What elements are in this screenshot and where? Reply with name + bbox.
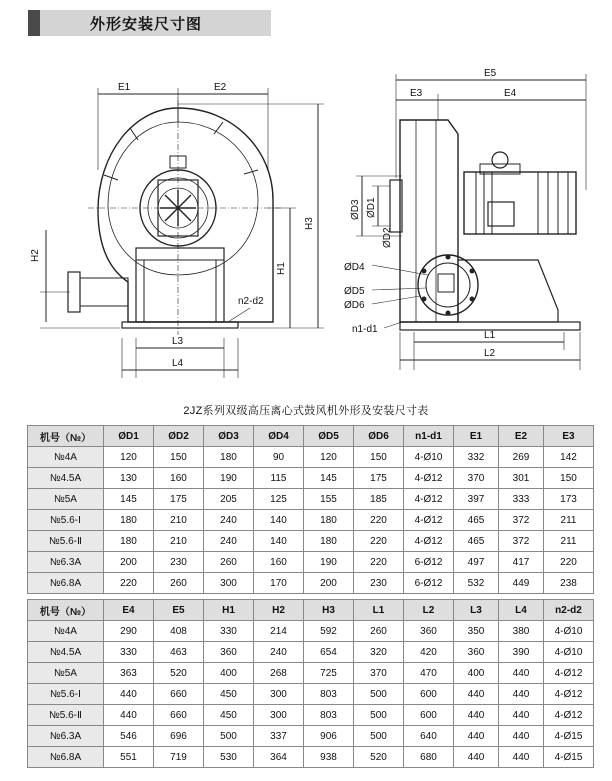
value-cell: 332: [454, 447, 499, 468]
value-cell: 719: [154, 747, 204, 768]
value-cell: 240: [204, 510, 254, 531]
value-cell: 150: [354, 447, 404, 468]
label-l3: L3: [172, 336, 184, 347]
dimension-table-2: [27, 599, 594, 768]
model-cell: №4.5A: [28, 468, 104, 489]
value-cell: 372: [499, 510, 544, 531]
value-cell: 210: [154, 510, 204, 531]
value-cell: 140: [254, 510, 304, 531]
value-cell: 450: [204, 684, 254, 705]
table-row: [28, 468, 594, 489]
label-d3: ØD3: [350, 199, 361, 220]
header-cell: ØD3: [204, 426, 254, 447]
value-cell: 440: [454, 705, 499, 726]
model-cell: №6.8A: [28, 747, 104, 768]
drawing-svg: [18, 60, 598, 380]
label-l4: L4: [172, 358, 184, 369]
header-cell: ØD2: [154, 426, 204, 447]
value-cell: 530: [204, 747, 254, 768]
value-cell: 363: [104, 663, 154, 684]
value-cell: 120: [104, 447, 154, 468]
value-cell: 546: [104, 726, 154, 747]
value-cell: 440: [454, 684, 499, 705]
table-row: [28, 510, 594, 531]
value-cell: 220: [354, 510, 404, 531]
label-e3: E3: [410, 88, 423, 99]
table-row: [28, 642, 594, 663]
value-cell: 220: [104, 573, 154, 594]
table-header-row: [28, 426, 594, 447]
value-cell: 300: [204, 573, 254, 594]
value-cell: 268: [254, 663, 304, 684]
header-cell: L3: [454, 600, 499, 621]
value-cell: 370: [454, 468, 499, 489]
value-cell: 938: [304, 747, 354, 768]
value-cell: 654: [304, 642, 354, 663]
value-cell: 465: [454, 510, 499, 531]
value-cell: 660: [154, 705, 204, 726]
section-header: [28, 10, 271, 36]
model-cell: №6.3A: [28, 552, 104, 573]
header-cell: L1: [354, 600, 404, 621]
value-cell: 190: [304, 552, 354, 573]
header-cell: L2: [404, 600, 454, 621]
value-cell: 6-Ø12: [404, 552, 454, 573]
label-d4: ØD4: [344, 262, 365, 273]
label-d5: ØD5: [344, 286, 365, 297]
value-cell: 350: [454, 621, 499, 642]
value-cell: 450: [204, 705, 254, 726]
value-cell: 372: [499, 531, 544, 552]
value-cell: 269: [499, 447, 544, 468]
label-d2: ØD2: [382, 227, 393, 248]
value-cell: 640: [404, 726, 454, 747]
value-cell: 160: [254, 552, 304, 573]
value-cell: 175: [354, 468, 404, 489]
value-cell: 600: [404, 705, 454, 726]
value-cell: 115: [254, 468, 304, 489]
value-cell: 440: [499, 726, 544, 747]
value-cell: 220: [354, 552, 404, 573]
label-n1-d1: n1-d1: [352, 324, 378, 335]
header-cell: n2-d2: [544, 600, 594, 621]
label-e5: E5: [484, 68, 497, 79]
label-d6: ØD6: [344, 300, 365, 311]
label-d1: ØD1: [366, 197, 377, 218]
value-cell: 170: [254, 573, 304, 594]
value-cell: 360: [204, 642, 254, 663]
value-cell: 520: [354, 747, 404, 768]
value-cell: 500: [354, 705, 404, 726]
value-cell: 440: [499, 747, 544, 768]
value-cell: 180: [204, 447, 254, 468]
label-h1: H1: [276, 262, 287, 275]
value-cell: 130: [104, 468, 154, 489]
header-cell: H2: [254, 600, 304, 621]
table-row: [28, 726, 594, 747]
header-cell: 机号（№）: [28, 426, 104, 447]
table-row: [28, 489, 594, 510]
value-cell: 210: [154, 531, 204, 552]
fan-base: [136, 248, 224, 322]
value-cell: 300: [254, 684, 304, 705]
value-cell: 145: [304, 468, 354, 489]
value-cell: 497: [454, 552, 499, 573]
value-cell: 408: [154, 621, 204, 642]
model-cell: №4.5A: [28, 642, 104, 663]
table-row: [28, 447, 594, 468]
label-e2: E2: [214, 82, 227, 93]
value-cell: 330: [104, 642, 154, 663]
table-row: [28, 663, 594, 684]
value-cell: 463: [154, 642, 204, 663]
value-cell: 400: [454, 663, 499, 684]
model-cell: №5.6-Ⅰ: [28, 684, 104, 705]
header-cell: ØD6: [354, 426, 404, 447]
value-cell: 500: [354, 684, 404, 705]
value-cell: 142: [544, 447, 594, 468]
value-cell: 417: [499, 552, 544, 573]
table-caption: 2JZ系列双级高压离心式鼓风机外形及安装尺寸表: [183, 405, 429, 417]
value-cell: 180: [104, 510, 154, 531]
value-cell: 592: [304, 621, 354, 642]
outlet-round-flange: [418, 255, 478, 315]
value-cell: 6-Ø12: [404, 573, 454, 594]
value-cell: 220: [544, 552, 594, 573]
value-cell: 4-Ø12: [544, 663, 594, 684]
header-cell: H3: [304, 600, 354, 621]
label-h2: H2: [30, 249, 41, 262]
value-cell: 803: [304, 705, 354, 726]
value-cell: 420: [404, 642, 454, 663]
value-cell: 600: [404, 684, 454, 705]
value-cell: 230: [354, 573, 404, 594]
header-cell: E2: [499, 426, 544, 447]
motor-body: [464, 172, 576, 234]
model-cell: №4A: [28, 447, 104, 468]
label-e1: E1: [118, 82, 131, 93]
value-cell: 360: [454, 642, 499, 663]
value-cell: 400: [204, 663, 254, 684]
value-cell: 551: [104, 747, 154, 768]
value-cell: 4-Ø12: [544, 684, 594, 705]
value-cell: 150: [544, 468, 594, 489]
value-cell: 240: [254, 642, 304, 663]
table-row: [28, 705, 594, 726]
value-cell: 160: [154, 468, 204, 489]
header-cell: E5: [154, 600, 204, 621]
value-cell: 145: [104, 489, 154, 510]
value-cell: 185: [354, 489, 404, 510]
value-cell: 240: [204, 531, 254, 552]
value-cell: 500: [354, 726, 404, 747]
value-cell: 330: [204, 621, 254, 642]
model-cell: №6.3A: [28, 726, 104, 747]
value-cell: 190: [204, 468, 254, 489]
value-cell: 4-Ø12: [404, 489, 454, 510]
value-cell: 260: [154, 573, 204, 594]
value-cell: 300: [254, 705, 304, 726]
value-cell: 211: [544, 510, 594, 531]
value-cell: 440: [499, 663, 544, 684]
label-l2: L2: [484, 348, 496, 359]
value-cell: 449: [499, 573, 544, 594]
value-cell: 440: [104, 684, 154, 705]
value-cell: 200: [304, 573, 354, 594]
header-cell: ØD5: [304, 426, 354, 447]
value-cell: 301: [499, 468, 544, 489]
model-cell: №5A: [28, 663, 104, 684]
table-row: [28, 621, 594, 642]
table-row: [28, 684, 594, 705]
value-cell: 470: [404, 663, 454, 684]
value-cell: 440: [499, 684, 544, 705]
table2-body: [28, 600, 594, 768]
value-cell: 120: [304, 447, 354, 468]
model-cell: №4A: [28, 621, 104, 642]
value-cell: 238: [544, 573, 594, 594]
value-cell: 397: [454, 489, 499, 510]
value-cell: 660: [154, 684, 204, 705]
value-cell: 440: [499, 705, 544, 726]
value-cell: 4-Ø12: [404, 531, 454, 552]
value-cell: 680: [404, 747, 454, 768]
table-row: [28, 531, 594, 552]
value-cell: 532: [454, 573, 499, 594]
value-cell: 370: [354, 663, 404, 684]
page-title: 外形安装尺寸图: [90, 16, 203, 33]
value-cell: 500: [204, 726, 254, 747]
header-cell: 机号（№）: [28, 600, 104, 621]
value-cell: 290: [104, 621, 154, 642]
value-cell: 4-Ø15: [544, 726, 594, 747]
value-cell: 180: [104, 531, 154, 552]
value-cell: 90: [254, 447, 304, 468]
value-cell: 4-Ø10: [544, 621, 594, 642]
value-cell: 440: [454, 747, 499, 768]
header-cell: H1: [204, 600, 254, 621]
value-cell: 200: [104, 552, 154, 573]
value-cell: 696: [154, 726, 204, 747]
value-cell: 440: [104, 705, 154, 726]
model-cell: №5.6-Ⅱ: [28, 705, 104, 726]
value-cell: 260: [354, 621, 404, 642]
table-row: [28, 747, 594, 768]
value-cell: 4-Ø10: [404, 447, 454, 468]
value-cell: 180: [304, 531, 354, 552]
table1-body: [28, 426, 594, 594]
value-cell: 4-Ø15: [544, 747, 594, 768]
value-cell: 337: [254, 726, 304, 747]
value-cell: 173: [544, 489, 594, 510]
value-cell: 333: [499, 489, 544, 510]
value-cell: 175: [154, 489, 204, 510]
header-cell: E1: [454, 426, 499, 447]
header-marker: [28, 10, 40, 36]
value-cell: 380: [499, 621, 544, 642]
header-cell: E4: [104, 600, 154, 621]
value-cell: 520: [154, 663, 204, 684]
table-row: [28, 573, 594, 594]
value-cell: 4-Ø12: [544, 705, 594, 726]
value-cell: 155: [304, 489, 354, 510]
label-e4: E4: [504, 88, 517, 99]
value-cell: 125: [254, 489, 304, 510]
header-cell: E3: [544, 426, 594, 447]
value-cell: 364: [254, 747, 304, 768]
value-cell: 230: [154, 552, 204, 573]
header-cell: ØD1: [104, 426, 154, 447]
installation-drawing: [18, 60, 598, 380]
value-cell: 4-Ø12: [404, 468, 454, 489]
label-n2-d2: n2-d2: [238, 296, 264, 307]
value-cell: 803: [304, 684, 354, 705]
value-cell: 390: [499, 642, 544, 663]
value-cell: 360: [404, 621, 454, 642]
dimension-table-1: [27, 425, 594, 594]
value-cell: 140: [254, 531, 304, 552]
value-cell: 220: [354, 531, 404, 552]
value-cell: 205: [204, 489, 254, 510]
value-cell: 320: [354, 642, 404, 663]
header-cell: L4: [499, 600, 544, 621]
value-cell: 440: [454, 726, 499, 747]
model-cell: №5.6-Ⅰ: [28, 510, 104, 531]
table-header-row: [28, 600, 594, 621]
header-cell: ØD4: [254, 426, 304, 447]
value-cell: 465: [454, 531, 499, 552]
value-cell: 725: [304, 663, 354, 684]
value-cell: 260: [204, 552, 254, 573]
model-cell: №5.6-Ⅱ: [28, 531, 104, 552]
value-cell: 150: [154, 447, 204, 468]
value-cell: 214: [254, 621, 304, 642]
value-cell: 180: [304, 510, 354, 531]
model-cell: №6.8A: [28, 573, 104, 594]
value-cell: 906: [304, 726, 354, 747]
header-cell: n1-d1: [404, 426, 454, 447]
label-h3: H3: [304, 217, 315, 230]
model-cell: №5A: [28, 489, 104, 510]
value-cell: 4-Ø10: [544, 642, 594, 663]
table-row: [28, 552, 594, 573]
value-cell: 211: [544, 531, 594, 552]
value-cell: 4-Ø12: [404, 510, 454, 531]
label-l1: L1: [484, 330, 496, 341]
